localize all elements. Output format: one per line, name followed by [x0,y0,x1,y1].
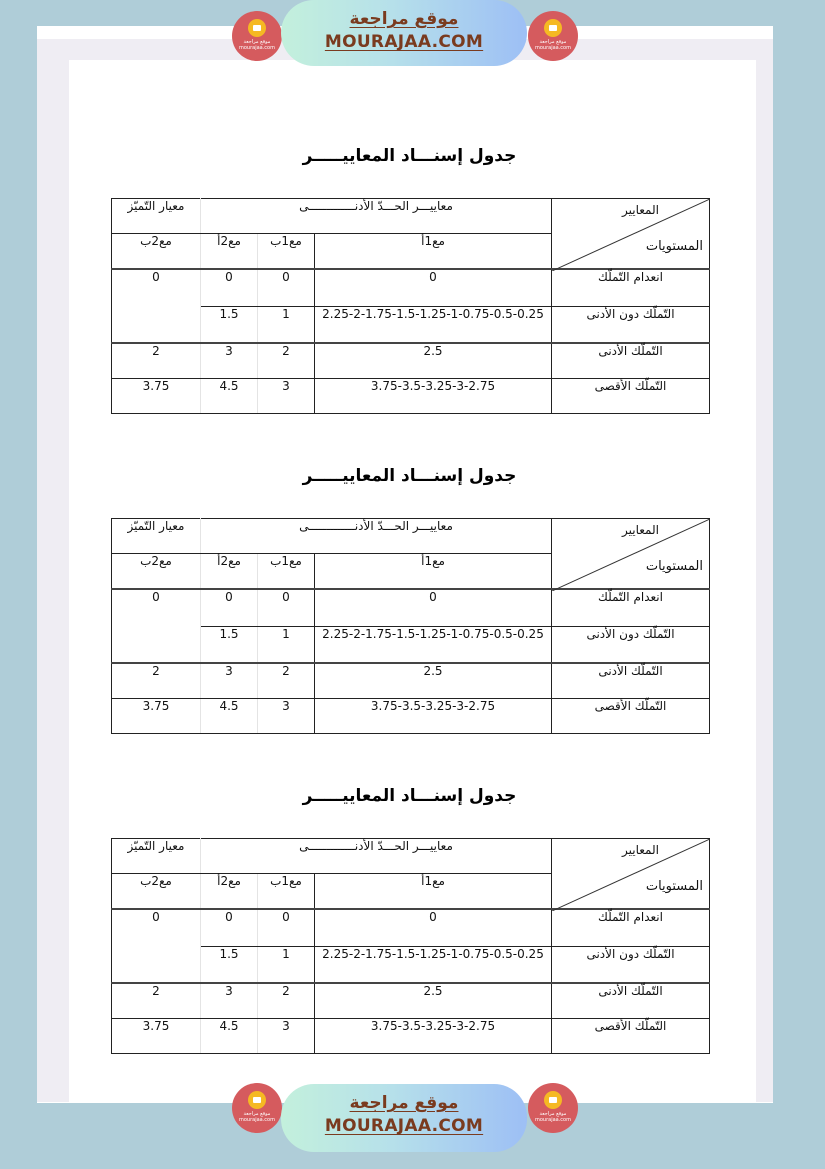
cell-m2a: 1.5 [201,307,258,343]
cell-m1b: 2 [258,663,315,699]
cell-m2b: 0 [112,589,201,663]
table-row [112,947,710,983]
cell-m1b: 0 [258,909,315,947]
badge-text-ar: موقع مراجعة [539,39,567,45]
cell-m2a: 0 [201,589,258,627]
table-row [112,983,710,1019]
corner-criteria-label: المعايير [622,523,659,537]
col-m2a: مع2أ [201,234,258,269]
cell-m1b: 1 [258,947,315,983]
cell-m2a: 4.5 [201,1019,258,1054]
cell-m1a: 0 [315,909,552,947]
cell-m2a: 3 [201,663,258,699]
cell-m2a: 0 [201,909,258,947]
cell-level: التّملّك الأقصى [552,1019,710,1054]
badge-text-en: mourajaa.com [534,1117,571,1123]
corner-levels-label: المستويات [645,559,703,574]
col-m1a: مع1أ [315,874,552,909]
cell-level: التّملّك دون الأدنى [552,947,710,983]
col-m1b: مع1ب [258,874,315,909]
criteria-table [111,198,710,414]
cell-m2a: 3 [201,983,258,1019]
corner-levels-label: المستويات [645,879,703,894]
table-row [112,909,710,947]
cell-m2b: 0 [112,269,201,343]
cell-m1b: 1 [258,627,315,663]
cell-level: التّملّك الأقصى [552,699,710,734]
table-title: جدول إسنـــاد المعاييـــــر [302,466,517,486]
cell-m2b: 2 [112,343,201,379]
table-row [112,627,710,663]
cell-m2b: 3.75 [112,1019,201,1054]
corner-levels-label: المستويات [645,239,703,254]
corner-criteria-label: المعايير [622,843,659,857]
cell-m1a: 0 [315,589,552,627]
col-m2a: مع2أ [201,874,258,909]
cell-level: التّملّك الأدنى [552,983,710,1019]
badge-text-ar: موقع مراجعة [243,39,271,45]
cell-m1b: 2 [258,343,315,379]
site-name-en: MOURAJAA.COM [324,1116,484,1136]
cell-level: التّملّك الأقصى [552,379,710,414]
badge-text-en: mourajaa.com [238,45,275,51]
cell-level: انعدام التّملّك [552,909,710,947]
cell-m1b: 3 [258,1019,315,1054]
header-excellence: معيار التّميّز [112,199,201,234]
cell-m2a: 4.5 [201,379,258,414]
site-banner-bottom[interactable] [281,1084,527,1152]
site-name-ar: موقع مراجعة [349,1093,459,1113]
table-row [112,307,710,343]
cell-level: التّملّك الأدنى [552,343,710,379]
cell-m2a: 1.5 [201,627,258,663]
cell-m1b: 1 [258,307,315,343]
cell-m2a: 0 [201,269,258,307]
book-icon [544,19,562,37]
badge-text-ar: موقع مراجعة [539,1111,567,1117]
cell-m2a: 4.5 [201,699,258,734]
cell-m1b: 3 [258,379,315,414]
corner-criteria-label: المعايير [622,203,659,217]
cell-m2b: 0 [112,909,201,983]
col-m2b: مع2ب [112,874,201,909]
corner-cell [552,839,710,909]
cell-m1a: 3.75-3.5-3.25-3-2.75 [315,379,552,414]
cell-m1a: 2.5 [315,983,552,1019]
cell-m1a: 2.5 [315,343,552,379]
cell-m1b: 0 [258,589,315,627]
cell-m1b: 2 [258,983,315,1019]
table-row [112,663,710,699]
cell-m1b: 3 [258,699,315,734]
cell-level: التّملّك دون الأدنى [552,627,710,663]
header-minimum: معاييـــر الحـــدّ الأدنـــــــــــــى [201,839,552,874]
col-m2a: مع2أ [201,554,258,589]
col-m1a: مع1أ [315,234,552,269]
cell-m1a: 2.25-2-1.75-1.5-1.25-1-0.75-0.5-0.25 [315,307,552,343]
site-name-ar: موقع مراجعة [349,9,459,29]
col-m2b: مع2ب [112,234,201,269]
cell-level: انعدام التّملّك [552,269,710,307]
header-minimum: معاييـــر الحـــدّ الأدنـــــــــــــى [201,519,552,554]
col-m1a: مع1أ [315,554,552,589]
book-icon [248,19,266,37]
cell-m1a: 2.25-2-1.75-1.5-1.25-1-0.75-0.5-0.25 [315,947,552,983]
logo-badge-right-bottom [528,1083,578,1133]
cell-m2a: 3 [201,343,258,379]
cell-m1b: 0 [258,269,315,307]
site-banner-top[interactable] [281,0,527,66]
table-row [112,699,710,734]
col-m1b: مع1ب [258,554,315,589]
cell-m2b: 2 [112,663,201,699]
cell-level: انعدام التّملّك [552,589,710,627]
book-icon [248,1091,266,1109]
logo-badge-left-bottom [232,1083,282,1133]
col-m1b: مع1ب [258,234,315,269]
logo-badge-right-top [528,11,578,61]
cell-m1a: 3.75-3.5-3.25-3-2.75 [315,699,552,734]
cell-m1a: 3.75-3.5-3.25-3-2.75 [315,1019,552,1054]
cell-m2b: 2 [112,983,201,1019]
cell-level: التّملّك دون الأدنى [552,307,710,343]
cell-m2b: 3.75 [112,379,201,414]
cell-m2b: 3.75 [112,699,201,734]
header-minimum: معاييـــر الحـــدّ الأدنـــــــــــــى [201,199,552,234]
criteria-table [111,838,710,1054]
col-m2b: مع2ب [112,554,201,589]
corner-cell [552,199,710,269]
cell-m1a: 2.25-2-1.75-1.5-1.25-1-0.75-0.5-0.25 [315,627,552,663]
badge-text-en: mourajaa.com [534,45,571,51]
cell-level: التّملّك الأدنى [552,663,710,699]
corner-cell [552,519,710,589]
site-name-en: MOURAJAA.COM [324,32,484,52]
header-excellence: معيار التّميّز [112,519,201,554]
book-icon [544,1091,562,1109]
table-row [112,343,710,379]
table-row [112,1019,710,1054]
table-row [112,379,710,414]
table-title: جدول إسنـــاد المعاييـــــر [302,146,517,166]
cell-m1a: 0 [315,269,552,307]
logo-badge-left-top [232,11,282,61]
criteria-table [111,518,710,734]
cell-m2a: 1.5 [201,947,258,983]
table-title: جدول إسنـــاد المعاييـــــر [302,786,517,806]
table-row [112,589,710,627]
cell-m1a: 2.5 [315,663,552,699]
badge-text-ar: موقع مراجعة [243,1111,271,1117]
header-excellence: معيار التّميّز [112,839,201,874]
table-row [112,269,710,307]
badge-text-en: mourajaa.com [238,1117,275,1123]
